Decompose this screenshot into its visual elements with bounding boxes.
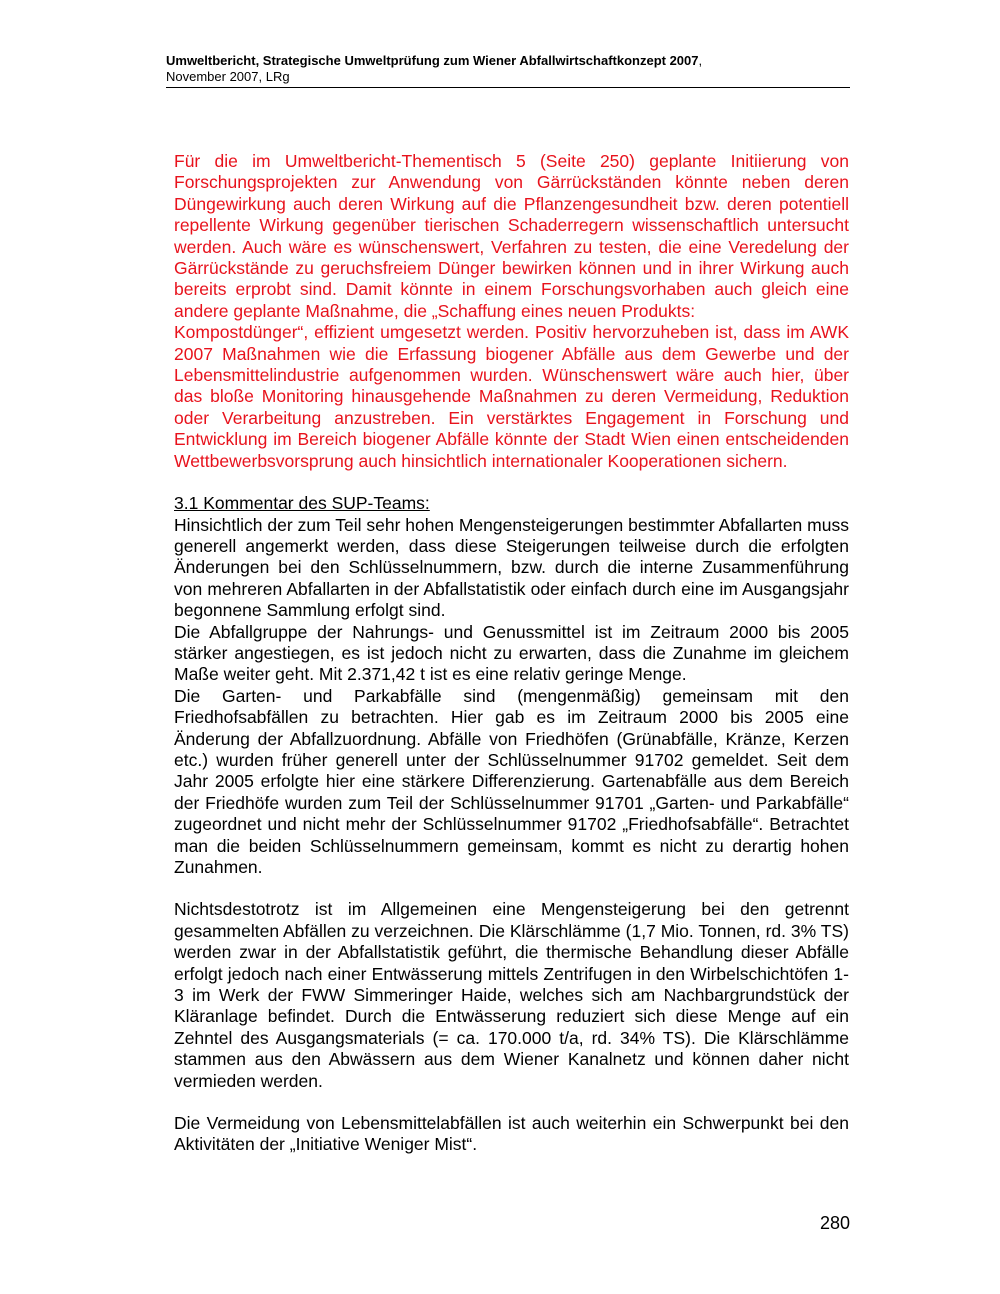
page-content	[174, 151, 849, 1156]
header-title-suffix: ,	[698, 53, 703, 68]
running-header	[166, 53, 850, 88]
spacer	[174, 878, 849, 899]
body-paragraph: Die Vermeidung von Lebensmittelabfällen ist auch weiterhin ein Schwerpunkt bei den Aktivitäten der „Initiative Weniger Mist“.	[174, 1113, 849, 1155]
body-paragraph: Die Abfallgruppe der Nahrungs- und Genussmittel ist im Zeitraum 2000 bis 2005 stärker angestiegen, es ist jedoch nicht zu erwarten, dass die Zunahme im gleichem Maße weiter geht. Mit 2.371,42 t ist es eine relativ geringe Menge.	[174, 621, 849, 685]
highlighted-comment	[174, 151, 849, 472]
spacer	[174, 1092, 849, 1113]
header-title-line	[166, 53, 850, 69]
section-heading: 3.1 Kommentar des SUP-Teams:	[174, 493, 430, 514]
body-paragraph: Hinsichtlich der zum Teil sehr hohen Mengensteigerungen bestimmter Abfallarten muss generell angemerkt werden, dass diese Steigerungen teilweise durch die erfolgten Änderungen bei den Schlüsselnummern, bzw. durch die interne Zusammenführung von mehreren Abfallarten in der Abfallstatistik oder einfach durch eine im Ausgangsjahr begonnene Sammlung erfolgt sind.	[174, 514, 849, 621]
red-paragraph: Für die im Umweltbericht-Thementisch 5 (Seite 250) geplante Initiierung von Forschungsprojekten zur Anwendung von Gärrückständen könnte neben deren Düngewirkung auch deren Wirkung auf die Pflanzengesundheit bzw. deren potentiell repellente Wirkung gegenüber tierischen Schaderregern wissenschaftlich untersucht werden. Auch wäre es wünschenswert, Verfahren zu testen, die eine Veredelung der Gärrückstände zu geruchsfreiem Dünger bewirken können und in ihrer Wirkung auch bereits erprobt sind. Damit könnte in einem Forschungsvorhaben auch gleich eine andere geplante Maßnahme, die „Schaffung eines neuen Produkts:	[174, 151, 849, 321]
body-paragraph: Die Garten- und Parkabfälle sind (mengenmäßig) gemeinsam mit den Friedhofsabfällen zu betrachten. Hier gab es im Zeitraum 2000 bis 2005 eine Änderung der Abfallzuordnung. Abfälle von Friedhöfen (Grünabfälle, Kränze, Kerzen etc.) wurden früher generell unter der Schlüsselnummer 91702 gemeldet. Seit dem Jahr 2005 erfolgte hier eine stärkere Differenzierung. Gartenabfälle aus dem Bereich der Friedhöfe wurden zum Teil der Schlüsselnummer 91701 „Garten- und Parkabfälle“ zugeordnet und nicht mehr der Schlüsselnummer 91702 „Friedhofsabfälle“. Betrachtet man die beiden Schlüsselnummern gemeinsam, kommt es nicht zu derartig hohen Zunahmen.	[174, 685, 849, 877]
header-title: Umweltbericht, Strategische Umweltprüfung zum Wiener Abfallwirtschaftkonzept 2007	[166, 53, 699, 68]
header-subtitle: November 2007, LRg	[166, 69, 290, 84]
red-paragraph: Kompostdünger“, effizient umgesetzt werden. Positiv hervorzuheben ist, dass im AWK 2007 Maßnahmen wie die Erfassung biogener Abfälle aus dem Gewerbe und der Lebensmittelindustrie aufgenommen wurden. Wünschenswert wäre auch hier, über das bloße Monitoring hinausgehende Maßnahmen zu deren Vermeidung, Reduktion oder Verarbeitung anzustreben. Ein verstärktes Engagement in Forschung und Entwicklung im Bereich biogener Abfälle könnte der Stadt Wien einen entscheidenden Wettbewerbsvorsprung auch hinsichtlich internationaler Kooperationen sichern.	[174, 322, 849, 471]
body-paragraph: Nichtsdestotrotz ist im Allgemeinen eine Mengensteigerung bei den getrennt gesammelten Abfällen zu verzeichnen. Die Klärschlämme (1,7 Mio. Tonnen, rd. 3% TS) werden zwar in der Abfallstatistik geführt, die thermische Behandlung dieser Abfälle erfolgt jedoch nach einer Entwässerung mittels Zentrifugen in den Wirbelschichtöfen 1-3 im Werk der FWW Simmeringer Haide, welches sich am Nachbargrundstück der Kläranlage befindet. Durch die Entwässerung reduziert sich diese Menge auf ein Zehntel des Ausgangsmaterials (= ca. 170.000 t/a, rd. 34% TS). Die Klärschlämme stammen aus den Abwässern aus dem Wiener Kanalnetz und können daher nicht vermieden werden.	[174, 899, 849, 1091]
spacer	[174, 472, 849, 493]
page-number: 280	[819, 1213, 850, 1233]
